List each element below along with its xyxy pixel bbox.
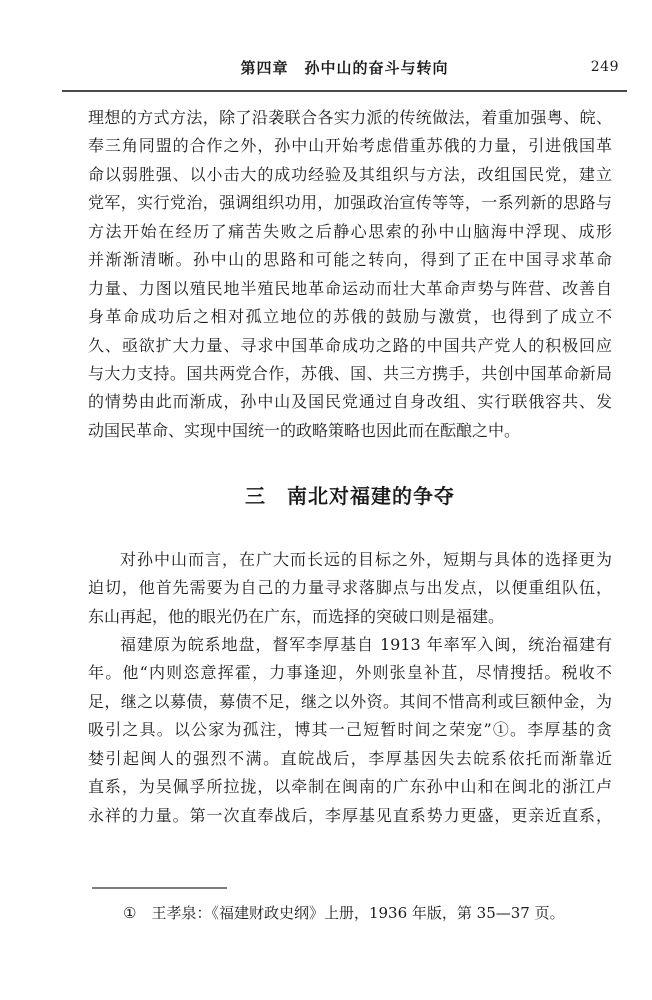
text-line: 命以弱胜强、以小击大的成功经验及其组织与方法，改组国民党，建立 xyxy=(88,164,612,184)
paragraph-3 xyxy=(88,631,612,830)
paragraph-1 xyxy=(88,104,612,445)
text-line: 久、亟欲扩大力量、寻求中国革命成功之路的中国共产党人的积极回应 xyxy=(88,335,612,355)
text-line: 足，继之以募债，募债不足，继之以外资。其间不惜高利或巨额仲金，为 xyxy=(88,691,612,711)
running-head-title: 第四章 孙中山的奋斗与转向 xyxy=(240,59,449,77)
page-number: 249 xyxy=(590,59,619,75)
text-line: 对孙中山而言，在广大而长远的目标之外，短期与具体的选择更为 xyxy=(120,550,612,569)
footnote-marker: ① xyxy=(123,904,137,922)
text-line: 理想的方式方法，除了沿袭联合各实力派的传统做法，着重加强粤、皖、 xyxy=(88,108,612,127)
text-line: 奉三角同盟的合作之外，孙中山开始考虑借重苏俄的力量，引进俄国革 xyxy=(88,136,612,156)
text-line: 迫切，他首先需要为自己的力量寻求落脚点与出发点，以便重组队伍， xyxy=(88,578,612,598)
footnote-text: 王孝泉：《福建财政史纲》上册，1936 年版，第 35—37 页。 xyxy=(151,904,565,922)
section-heading: 三 南北对福建的争夺 xyxy=(245,484,455,508)
text-line: 动国民革命、实现中国统一的政略策略也因此而在酝酿之中。 xyxy=(88,420,521,440)
text-line: 年。他“内则恣意挥霍，力事逢迎，外则张皇补苴，尽情搜括。税收不 xyxy=(88,663,612,683)
footnote-separator xyxy=(92,887,227,889)
footnote xyxy=(123,901,593,925)
text-line: 方法开始在经历了痛苦失败之后静心思索的孙中山脑海中浮现、成形 xyxy=(88,221,612,241)
text-line: 与大力支持。国共两党合作，苏俄、国、共三方携手，共创中国革命新局 xyxy=(88,363,612,383)
text-line: 吸引之具。以公家为孤注，博其一己短暂时间之荣宠”①。李厚基的贪 xyxy=(88,720,612,740)
page-header xyxy=(62,58,627,92)
text-line: 并渐渐清晰。孙中山的思路和可能之转向，得到了正在中国寻求革命 xyxy=(88,250,612,270)
text-line: 永祥的力量。第一次直奉战后，李厚基见直系势力更盛，更亲近直系， xyxy=(88,805,612,825)
paragraph-2 xyxy=(88,546,612,631)
text-line: 福建原为皖系地盘，督军李厚基自 1913 年率军入闽，统治福建有 xyxy=(120,635,612,654)
text-line: 婪引起闽人的强烈不满。直皖战后，李厚基因失去皖系依托而渐靠近 xyxy=(88,748,612,768)
text-line: 的情势由此而渐成，孙中山及国民党通过自身改组、实行联俄容共、发 xyxy=(88,392,612,412)
text-line: 身革命成功后之相对孤立地位的苏俄的鼓励与激赏，也得到了成立不 xyxy=(88,307,612,327)
text-line: 东山再起，他的眼光仍在广东，而选择的突破口则是福建。 xyxy=(88,606,505,626)
text-line: 直系，为吴佩孚所拉拢，以牵制在闽南的广东孙中山和在闽北的浙江卢 xyxy=(88,777,612,797)
text-line: 党军，实行党治，强调组织功用，加强政治宣传等等，一系列新的思路与 xyxy=(88,193,612,213)
text-line: 力量、力图以殖民地半殖民地革命运动而壮大革命声势与阵营、改善自 xyxy=(88,278,612,298)
